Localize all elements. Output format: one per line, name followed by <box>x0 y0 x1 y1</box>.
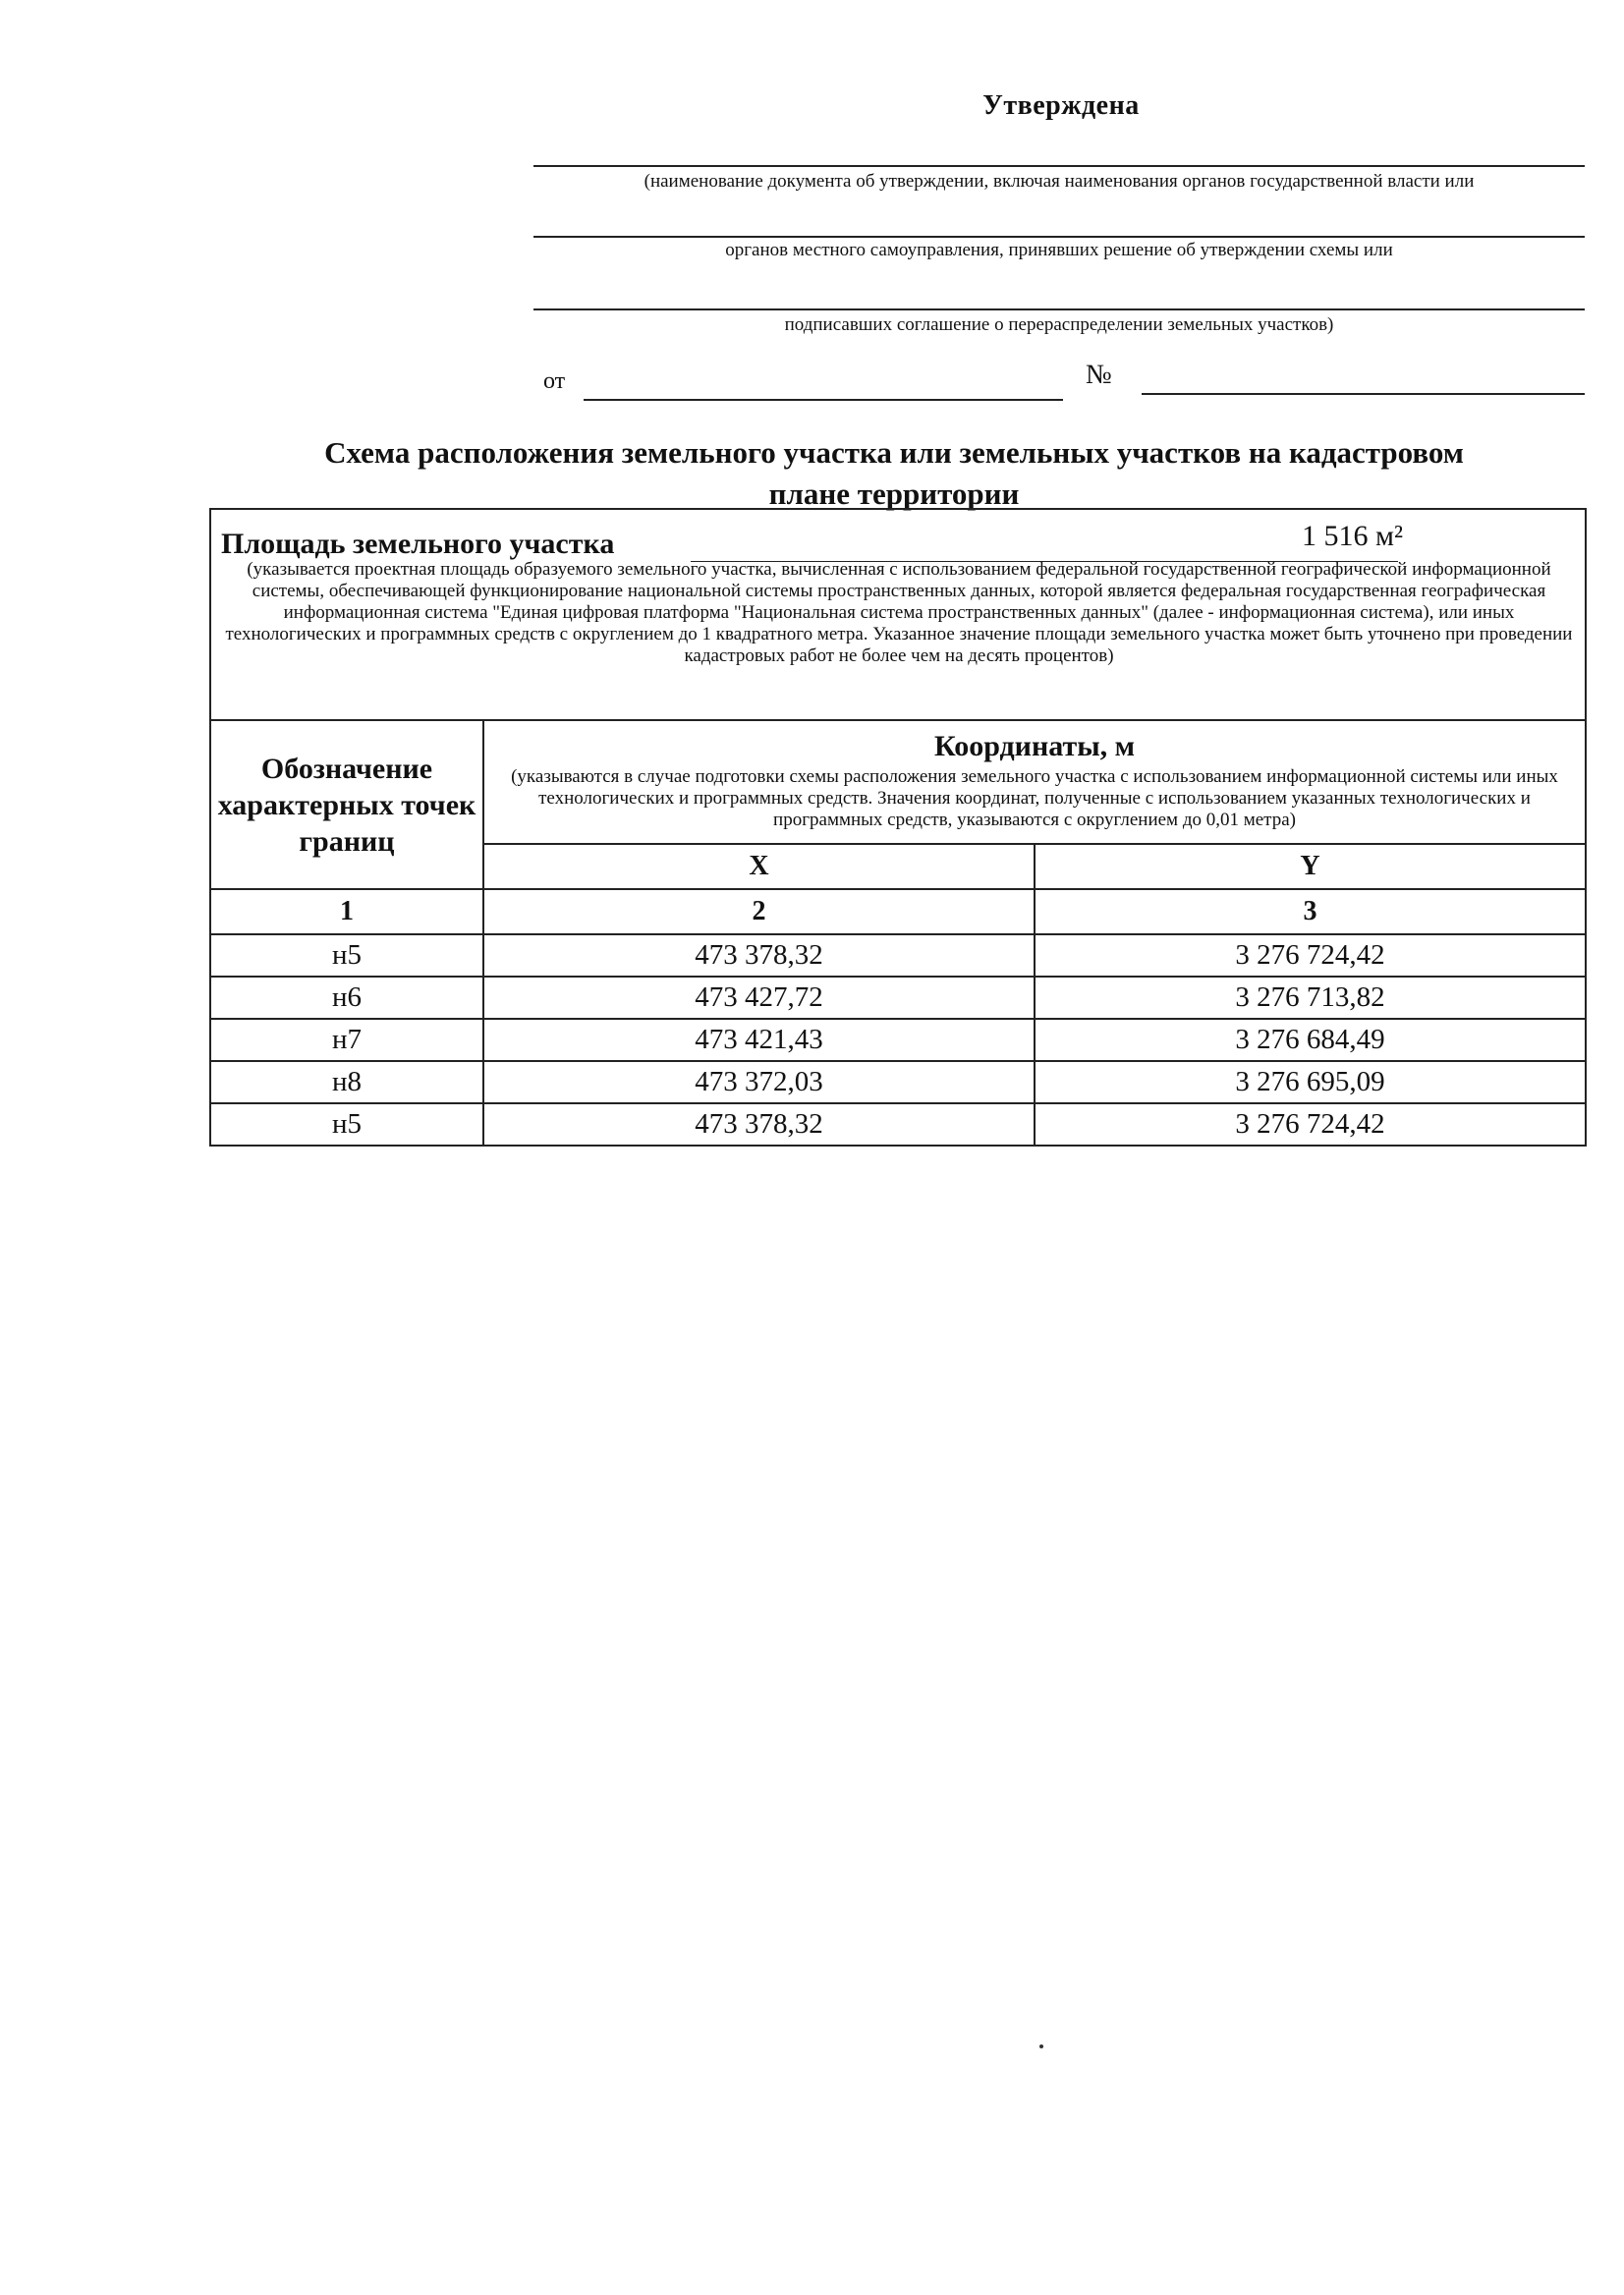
y-header: Y <box>1035 844 1586 889</box>
x-value: 473 421,43 <box>483 1019 1035 1061</box>
scan-speck <box>1039 2044 1043 2048</box>
x-value: 473 378,32 <box>483 934 1035 977</box>
y-value: 3 276 684,49 <box>1035 1019 1586 1061</box>
point-name: н7 <box>210 1019 483 1061</box>
y-value: 3 276 724,42 <box>1035 1103 1586 1146</box>
number-label: № <box>1086 360 1112 390</box>
org-line <box>533 236 1585 238</box>
x-value: 473 372,03 <box>483 1061 1035 1103</box>
coords-header: Координаты, м <box>933 730 1136 762</box>
column-number-2: 2 <box>483 889 1035 934</box>
table-row <box>210 1103 1586 1146</box>
x-header: X <box>483 844 1035 889</box>
area-note: (указывается проектная площадь образуемого земельного участка, вычисленная с использованием федеральной государственной географической информационной системы, обеспечивающей функционирование национальной системы пространственных данных, которой является федеральная государственная географическая информационная система "Единая цифровая платформа "Национальная система пространственных данных" (далее - информационная система), или иных технологических и программных средств с округлением до 1 квадратного метра. Указанное значение площади земельного участка может быть уточнено при проведении кадастровых работ не более чем на десять процентов) <box>225 559 1573 666</box>
y-value: 3 276 713,82 <box>1035 977 1586 1019</box>
y-value: 3 276 724,42 <box>1035 934 1586 977</box>
org-caption: органов местного самоуправления, принявших решение об утверждении схемы или <box>725 240 1393 260</box>
coords-header-cell <box>483 720 1586 844</box>
point-name: н5 <box>210 934 483 977</box>
point-name: н6 <box>210 977 483 1019</box>
agreement-line <box>533 308 1585 310</box>
agreement-caption: подписавших соглашение о перераспределении земельных участков) <box>784 314 1334 335</box>
table-row <box>210 1019 1586 1061</box>
number-line <box>1142 393 1585 395</box>
table-row <box>210 977 1586 1019</box>
area-cell <box>210 509 1586 720</box>
x-value: 473 427,72 <box>483 977 1035 1019</box>
point-name: н8 <box>210 1061 483 1103</box>
coords-note: (указываются в случае подготовки схемы расположения земельного участка с использованием информационной системы или иных технологических и программных средств. Значения координат, полученные с использованием указанных технологических и программных средств, указываются с округлением до 0,01 метра) <box>511 766 1558 830</box>
column-number-1: 1 <box>210 889 483 934</box>
date-label: от <box>543 368 566 394</box>
points-header: Обозначение характерных точек границ <box>210 720 483 889</box>
coordinates-table <box>209 508 1587 1147</box>
document-title: Схема расположения земельного участка или земельных участков на кадастровом плане территории <box>324 435 1464 511</box>
doc-name-caption: (наименование документа об утверждении, включая наименования органов государственной власти или <box>644 171 1475 192</box>
area-label: Площадь земельного участка <box>221 528 615 560</box>
column-number-3: 3 <box>1035 889 1586 934</box>
x-value: 473 378,32 <box>483 1103 1035 1146</box>
doc-name-line <box>533 165 1585 167</box>
table-row <box>210 934 1586 977</box>
approved-heading: Утверждена <box>982 90 1140 121</box>
date-line <box>584 399 1063 401</box>
table-row <box>210 1061 1586 1103</box>
point-name: н5 <box>210 1103 483 1146</box>
y-value: 3 276 695,09 <box>1035 1061 1586 1103</box>
area-value: 1 516 м² <box>1302 520 1403 552</box>
